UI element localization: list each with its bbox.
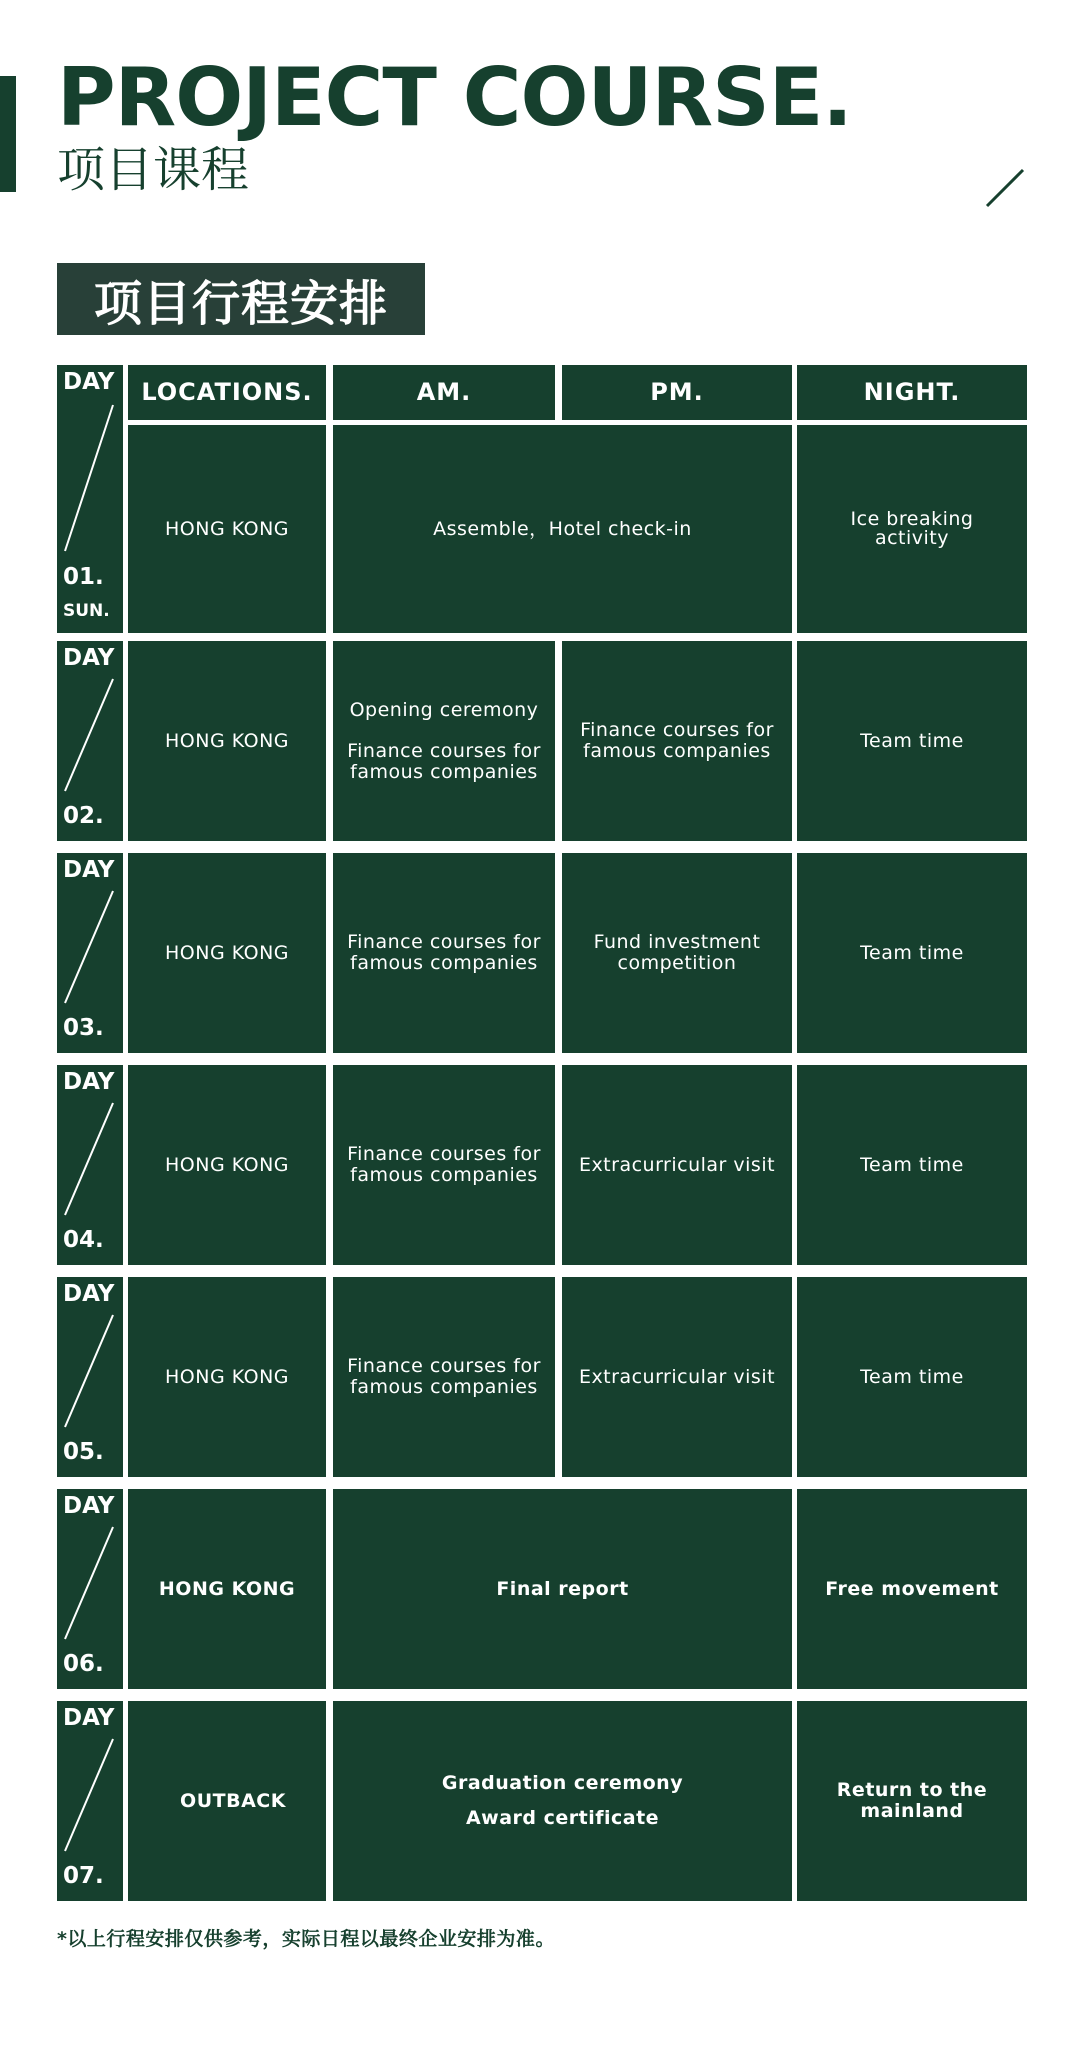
header-night: NIGHT. <box>797 365 1027 420</box>
pm-cell: Finance courses for famous companies <box>562 641 792 841</box>
location-cell: HONG KONG <box>128 853 326 1053</box>
location-cell: HONG KONG <box>128 1065 326 1265</box>
day-number: 05. <box>63 1439 104 1465</box>
night-cell: Team time <box>797 1277 1027 1477</box>
pm-cell: Extracurricular visit <box>562 1277 792 1477</box>
day-weekday: SUN. <box>63 601 110 621</box>
day-cell-02 <box>57 641 123 841</box>
am-pm-cell: Assemble，Hotel check-in <box>333 425 792 633</box>
location-cell: HONG KONG <box>128 425 326 633</box>
day-number: 06. <box>63 1651 104 1677</box>
am-pm-cell <box>333 1701 792 1901</box>
day-cell-01 <box>57 365 123 633</box>
day-label: DAY <box>63 645 115 671</box>
header-locations: LOCATIONS. <box>128 365 326 420</box>
am-cell: Finance courses for famous companies <box>333 1065 555 1265</box>
night-cell: Ice breaking activity <box>797 425 1027 633</box>
day-label: DAY <box>63 857 115 883</box>
am-cell: Finance courses for famous companies <box>333 1277 555 1477</box>
am-cell <box>333 641 555 841</box>
location-cell: HONG KONG <box>128 1277 326 1477</box>
location-cell: OUTBACK <box>128 1701 326 1901</box>
page-subtitle: 项目课程 <box>57 142 250 198</box>
footnote: *以上行程安排仅供参考，实际日程以最终企业安排为准。 <box>57 1928 555 1950</box>
location-cell: HONG KONG <box>128 1489 326 1689</box>
night-cell: Free movement <box>797 1489 1027 1689</box>
page-title: PROJECT COURSE. <box>57 51 852 144</box>
day-number: 07. <box>63 1863 104 1889</box>
location-cell: HONG KONG <box>128 641 326 841</box>
am-cell: Finance courses for famous companies <box>333 853 555 1053</box>
night-cell: Team time <box>797 853 1027 1053</box>
day-label: DAY <box>63 1705 115 1731</box>
slash-decoration-icon <box>985 168 1025 208</box>
day-cell-03 <box>57 853 123 1053</box>
pm-cell: Extracurricular visit <box>562 1065 792 1265</box>
pm-cell: Fund investment competition <box>562 853 792 1053</box>
day-cell-05 <box>57 1277 123 1477</box>
night-cell: Team time <box>797 641 1027 841</box>
am-pm-cell: Final report <box>333 1489 792 1689</box>
day-cell-04 <box>57 1065 123 1265</box>
day-label: DAY <box>63 1493 115 1519</box>
day-number: 03. <box>63 1015 104 1041</box>
night-cell: Return to the mainland <box>797 1701 1027 1901</box>
night-cell: Team time <box>797 1065 1027 1265</box>
day-label: DAY <box>63 1069 115 1095</box>
day-cell-06 <box>57 1489 123 1689</box>
header-pm: PM. <box>562 365 792 420</box>
header-am: AM. <box>333 365 555 420</box>
day-number: 02. <box>63 803 104 829</box>
am-item: Opening ceremony <box>349 698 539 721</box>
day-label: DAY <box>63 1281 115 1307</box>
day-cell-07 <box>57 1701 123 1901</box>
accent-bar <box>0 76 16 192</box>
am-item: Finance courses for famous companies <box>347 739 541 783</box>
section-label: 项目行程安排 <box>57 263 425 335</box>
ampm-item: Graduation ceremony <box>441 1772 684 1794</box>
ampm-item: Award certificate <box>465 1807 660 1829</box>
day-number: 04. <box>63 1227 104 1253</box>
day-number: 01. <box>63 564 104 590</box>
day-label: DAY <box>63 369 115 395</box>
